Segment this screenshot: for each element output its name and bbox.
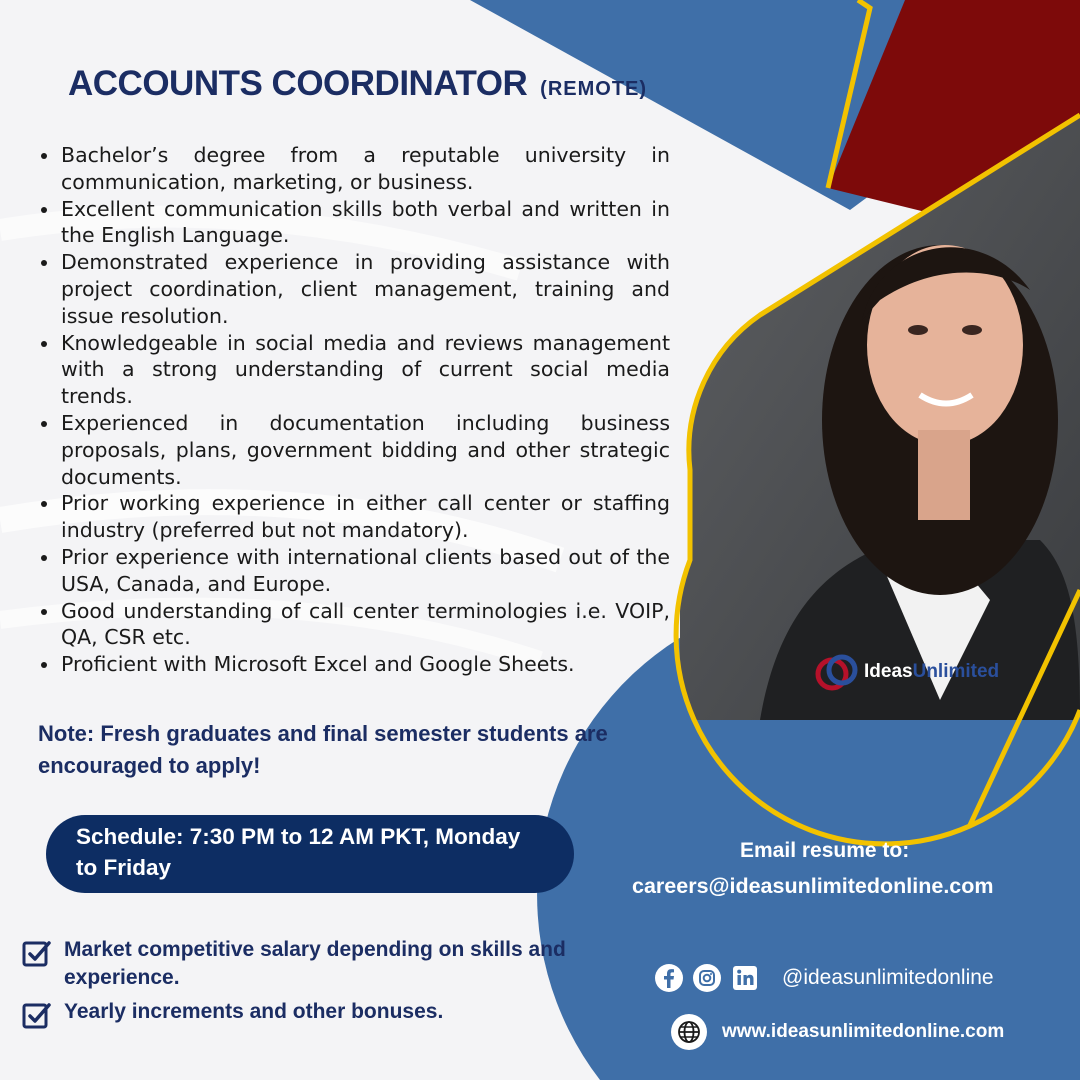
linkedin-icon[interactable]	[730, 963, 760, 993]
requirement-item: Prior working experience in either call center or staffing industry (preferred but not mandatory).	[38, 490, 670, 544]
globe-icon	[670, 1013, 708, 1051]
schedule-text: Schedule: 7:30 PM to 12 AM PKT, Monday to Friday	[76, 824, 521, 880]
email-label: Email resume to:	[740, 839, 910, 862]
instagram-icon[interactable]	[692, 963, 722, 993]
benefit-text: Market competitive salary depending on skills and experience.	[64, 938, 566, 989]
ideas-unlimited-logo-icon	[814, 652, 862, 692]
note-text: Note: Fresh graduates and final semester students are encouraged to apply!	[38, 721, 608, 778]
requirement-item: Excellent communication skills both verbal and written in the English Language.	[38, 196, 670, 250]
website-row	[670, 1013, 1004, 1051]
requirement-item: Prior experience with international clients based out of the USA, Canada, and Europe.	[38, 544, 670, 598]
social-row	[654, 963, 994, 993]
benefit-item	[22, 936, 602, 992]
logo-text-unlimited: Unlimited	[912, 661, 1000, 682]
requirement-item: Knowledgeable in social media and reviews management with a strong understanding of current social media trends.	[38, 330, 670, 410]
check-square-icon	[22, 938, 52, 968]
requirement-item: Good understanding of call center terminologies i.e. VOIP, QA, CSR etc.	[38, 598, 670, 652]
job-title-remote: (REMOTE)	[540, 78, 648, 100]
requirement-item: Demonstrated experience in providing assistance with project coordination, client management, training and issue resolution.	[38, 249, 670, 329]
website-link[interactable]: www.ideasunlimitedonline.com	[722, 1021, 1005, 1042]
schedule-pill	[46, 815, 574, 893]
requirement-item: Bachelor’s degree from a reputable university in communication, marketing, or business.	[38, 142, 670, 196]
company-logo	[814, 652, 999, 692]
logo-text	[864, 661, 999, 683]
check-square-icon	[22, 1000, 52, 1030]
benefit-item	[22, 998, 602, 1030]
requirement-item: Experienced in documentation including business proposals, plans, government bidding and other strategic documents.	[38, 410, 670, 490]
email-link[interactable]: careers@ideasunlimitedonline.com	[632, 874, 994, 898]
page-title	[68, 64, 647, 104]
logo-text-ideas: Ideas	[864, 661, 913, 682]
facebook-icon[interactable]	[654, 963, 684, 993]
requirements-list	[38, 142, 670, 678]
benefit-text: Yearly increments and other bonuses.	[64, 1000, 444, 1023]
job-title: ACCOUNTS COORDINATOR	[68, 64, 528, 103]
social-handle[interactable]: @ideasunlimitedonline	[782, 966, 994, 989]
requirement-item: Proficient with Microsoft Excel and Google Sheets.	[38, 651, 670, 678]
